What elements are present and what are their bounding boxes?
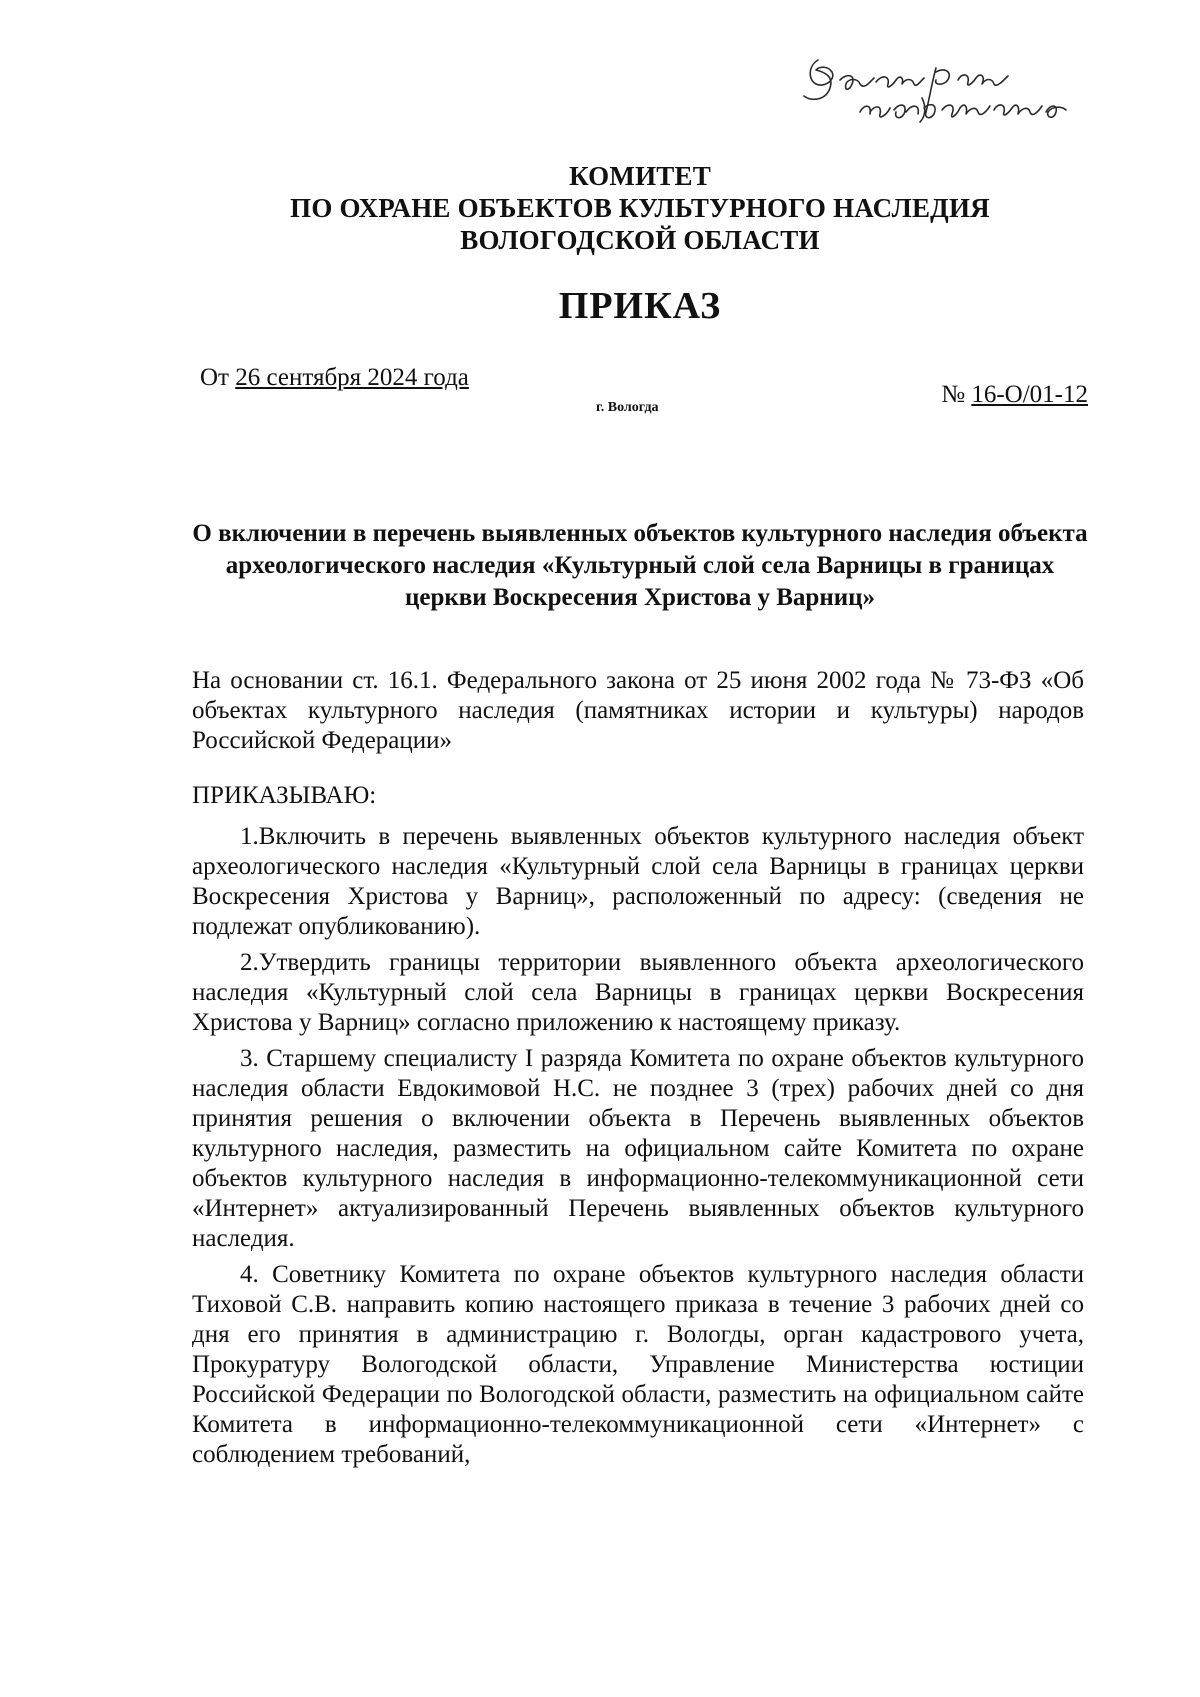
document-type-title: ПРИКАЗ	[558, 285, 722, 327]
order-item: 4. Советнику Комитета по охране объектов культурного наследия области Тиховой С.В. направить копию настоящего приказа в течение 3 рабочих дней со дня его принятия в администрацию г. Вологды, орган кадастрового учета, Прокуратуру Вологодской области, Управление Министерства юстиции Российской Федерации по Вологодской области, разместить на официальном сайте Комитета в информационно-телекоммуникационной сети «Интернет» с соблюдением требований,	[192, 1261, 1084, 1468]
order-item: 1.Включить в перечень выявленных объектов культурного наследия объект археологического наследия «Культурный слой села Варницы в границах церкви Воскресения Христова у Варниц», расположенный по адресу: (сведения не подлежат опубликованию).	[192, 823, 1084, 940]
order-item: 3. Старшему специалисту I разряда Комитета по охране объектов культурного наследия области Евдокимовой Н.С. не позднее 3 (трех) рабочих дней со дня принятия решения о включении объекта в Перечень выявленных объектов культурного наследия, разместить на официальном сайте Комитета по охране объектов культурного наследия в информационно-телекоммуникационной сети «Интернет» актуализированный Перечень выявленных объектов культурного наследия.	[192, 1045, 1084, 1252]
date-line	[200, 364, 469, 392]
number-line	[941, 381, 1088, 409]
handwritten-note	[790, 42, 1110, 132]
date-prefix: От	[200, 364, 229, 391]
order-items	[192, 822, 1084, 1476]
document-number: 16-О/01-12	[971, 381, 1088, 408]
header-line-1: КОМИТЕТ	[569, 161, 711, 191]
city-label: г. Вологда	[596, 400, 659, 415]
committee-header	[200, 160, 1080, 256]
number-prefix: №	[941, 381, 966, 408]
legal-basis-paragraph: На основании ст. 16.1. Федерального закона от 25 июня 2002 года № 73-ФЗ «Об объектах культурного наследия (памятниках истории и культуры) народов Российской Федерации»	[192, 667, 1084, 754]
order-item: 2.Утвердить границы территории выявленного объекта археологического наследия «Культурный слой села Варницы в границах церкви Воскресения Христова у Варниц» согласно приложению к настоящему приказу.	[192, 949, 1084, 1036]
header-line-3: ВОЛОГОДСКОЙ ОБЛАСТИ	[460, 225, 820, 255]
order-word: ПРИКАЗЫВАЮ:	[192, 782, 377, 809]
header-line-2: ПО ОХРАНЕ ОБЪЕКТОВ КУЛЬТУРНОГО НАСЛЕДИЯ	[290, 193, 990, 223]
document-subject: О включении в перечень выявленных объектов культурного наследия объекта археологического наследия «Культурный слой села Варницы в границах церкви Воскресения Христова у Варниц»	[192, 520, 1088, 611]
document-date: 26 сентября 2024 года	[235, 364, 469, 391]
